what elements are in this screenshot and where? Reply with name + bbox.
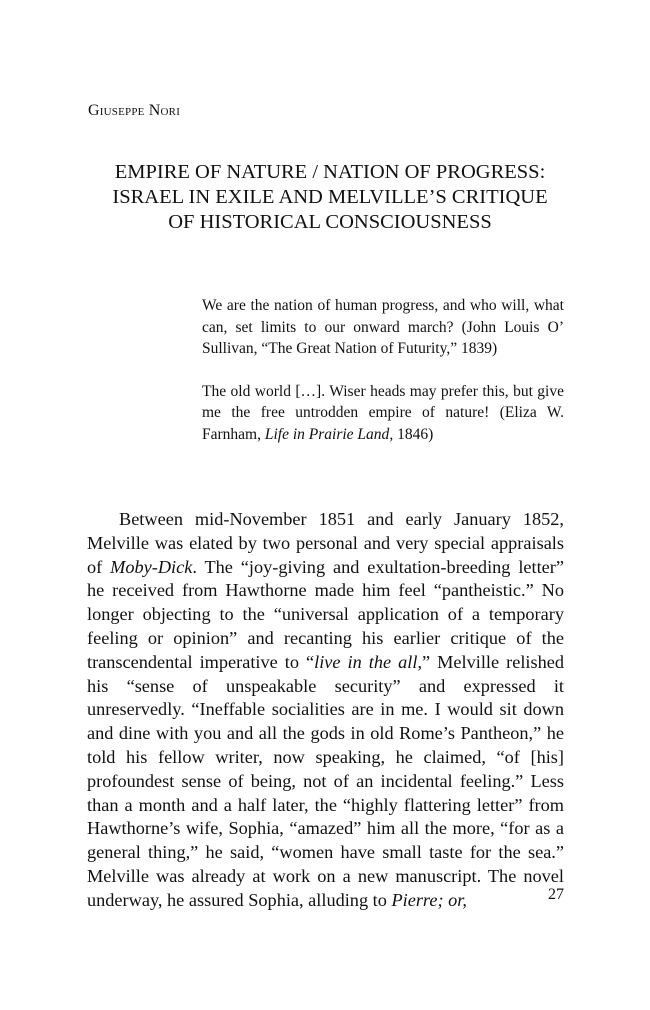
book-title: Pierre; or, (391, 889, 467, 910)
title-line: OF HISTORICAL CONSCIOUSNESS (168, 211, 492, 233)
epigraph-text: , 1846) (389, 425, 434, 443)
epigraph-text: The old world […]. Wiser heads may prefer this, but give me the free untrodden empire of nature! (Eliza W. Farnham, (202, 382, 564, 443)
text-run: ,” Melville relished his “sense of unspeakable security” and expressed it unreservedly. “Ineffable socialities are in me. I would sit down and dine with you and all the gods in old Rome’s Pantheon,” he told his fellow writer, now speaking, he claimed, “of [his] profoundest sense of being, not of an incidental feeling.” Less than a month and a half later, the “highly flattering letter” from Hawthorne’s wife, Sophia, “amazed” him all the more, “for as a general thing,” he said, “women have small taste for the sea.” Melville was already at work on a new manuscript. The novel underway, he assured Sophia, alluding to (87, 651, 564, 910)
epigraph-block (202, 295, 564, 445)
title-line: ISRAEL IN EXILE AND MELVILLE’S CRITIQUE (112, 186, 548, 208)
page-number: 27 (548, 886, 564, 903)
body-text (87, 508, 564, 913)
text-run: . The “joy-giving and exultation-breeding letter” he received from Hawthorne made him feel “pantheistic.” No longer objecting to the “universal application of a temporary feeling or opinion” and recanting his earlier critique of the transcendental imperative to “ (87, 556, 564, 672)
text-run: Between mid-November 1851 and early January 1852, Melville was elated by two personal and very special appraisals of (87, 509, 564, 577)
title-line: EMPIRE OF NATURE / NATION OF PROGRESS: (114, 161, 546, 183)
epigraph-farnham (202, 381, 564, 446)
epigraph-osullivan: We are the nation of human progress, and who will, what can, set limits to our onward march? (John Louis O’ Sullivan, “The Great Nation of Futurity,” 1839) (202, 297, 564, 357)
running-head-author: Giuseppe Nori (88, 102, 181, 119)
article-title (80, 160, 580, 235)
paragraph (87, 508, 564, 913)
quoted-phrase: live in the all (314, 651, 418, 672)
book-title: Moby-Dick (110, 556, 193, 577)
epigraph-book-title: Life in Prairie Land (264, 425, 390, 443)
